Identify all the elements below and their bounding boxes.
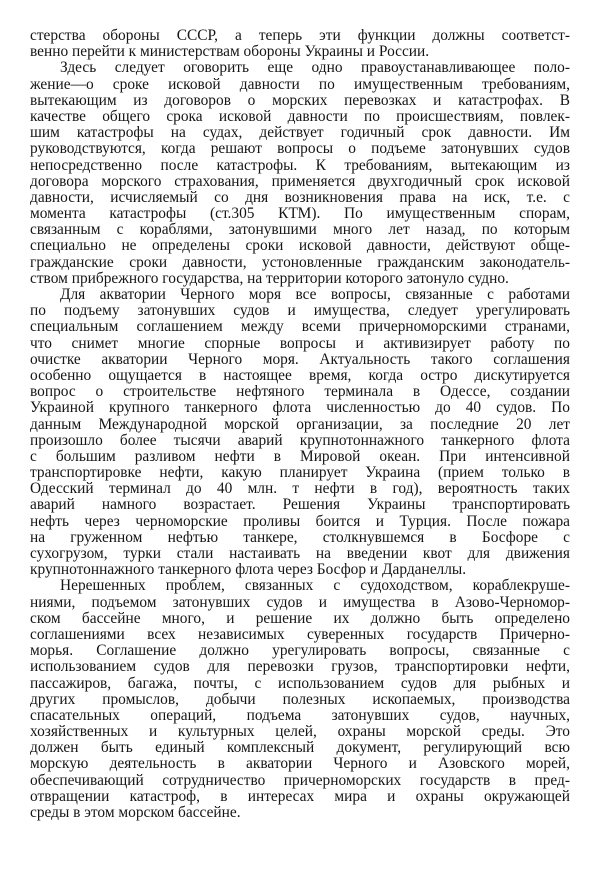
text-line: морья. Соглашение должно урегулировать вопросы, связанные с [30,643,570,660]
text-line: нефть через черноморские проливы боится и Турция. После пожара [30,513,570,530]
text-line: связанным с кораблями, затонувшими много лет назад, по которым [30,222,570,239]
text-line: особенно ощущается в настоящее время, когда остро дискутируется [30,367,570,384]
text-line: гражданские сроки давности, устоновленные гражданским законодатель- [30,254,570,271]
text-line: Для акватории Черного моря все вопросы, связанные с работами [60,287,570,303]
text-line: других промыслов, добычи полезных ископаемых, производства [30,691,570,708]
text-line: хозяйственных и культурных целей, охраны морской среды. Это [30,724,570,741]
paragraph [30,28,570,60]
text-line: по подъему затонувших судов и имущества, следует урегулировать [30,303,570,320]
text-line: специальным соглашением между всеми причерноморскими странами, [30,319,570,336]
text-line: стерства обороны СССР, а теперь эти функции должны соответст- [30,28,570,44]
text-line: Украиной крупного танкерного флота численностью до 40 судов. По [30,400,570,417]
text-line: спасательных операций, подъема затонувших судов, научных, [30,707,570,724]
text-line: очистке акватории Черного моря. Актуальность такого соглашения [30,351,570,368]
text-line: вытекающим из договоров о морских перевозках и катастрофах. В [30,92,570,109]
text-line: среды в этом морском бассейне. [30,805,241,821]
text-line: Здесь следует оговорить еще одно правоустанавливающее поло- [60,60,570,77]
text-line: использованием судов для перевозки грузов, транспортировки нефти, [30,659,570,676]
text-line: транспортировке нефти, какую планирует Украина (прием только в [30,465,570,482]
text-line: руководствуются, когда решают вопросы о подъеме затонувших судов [30,141,570,158]
text-line: договора морского страхования, применяется двухгодичный срок исковой [30,173,570,190]
text-line: ством прибрежного государства, на территории которого затонуло судно. [30,270,509,287]
text-line: качестве общего срока исковой давности по происшествиям, повлек- [30,108,570,125]
text-line: момента катастрофы (ст.305 КТМ). По имущественным спорам, [30,206,570,223]
text-line: крупнотоннажного танкерного флота через Босфор и Дарданеллы. [30,562,467,579]
text-line: давности, исчисляемый со дня возникновения права на иск, т.е. с [30,189,570,206]
text-line: отвращении катастроф, в интересах мира и охраны окружающей [30,788,570,805]
text-line: ском бассейне много, и решение их должно быть определено [30,610,570,627]
text-line: аварий намного возрастает. Решения Украины транспортировать [30,497,570,514]
text-line: ниями, подъемом затонувших судов и имущества в Азово-Черномор- [30,594,570,611]
text-line: сухогрузом, турки стали настаивать на введении квот для движения [30,546,570,562]
text-line: должен быть единый комплексный документ, регулирующий всю [30,740,570,757]
text-line: что снимет многие спорные вопросы и активизирует работу по [30,335,570,352]
text-line: жение—о сроке исковой давности по имущественным требованиям, [30,76,570,93]
text-line: с большим разливом нефти в Мировой океан. При интенсивной [30,448,570,465]
text-line: данным Международной морской организации, за последние 20 лет [30,416,570,433]
text-line: на груженном нефтью танкере, столкнувшемся в Босфоре с [30,529,570,546]
text-line: венно перейти к министерствам обороны Украины и России. [30,44,430,61]
text-line: пассажиров, багажа, почты, с использованием судов для рыбных и [30,675,570,692]
paragraph [30,60,570,287]
paragraph [30,287,570,578]
text-line: непосредственно после катастрофы. К требованиям, вытекающим из [30,157,570,174]
text-line: морскую деятельность в акватории Черного и Азовского морей, [30,756,570,773]
text-line: Нерешенных проблем, связанных с судоходством, кораблекруше- [60,578,570,595]
paragraph [30,578,570,821]
text-line: специально не определены сроки исковой давности, действуют обще- [30,238,570,255]
page-body [30,28,570,821]
text-line: соглашениями всех независимых суверенных государств Причерно- [30,626,570,643]
text-line: обеспечивающий сотрудничество причерноморских государств в пред- [30,772,570,789]
text-line: вопрос о строительстве нефтяного терминала в Одессе, создании [30,384,570,401]
text-line: Одесский терминал до 40 млн. т нефти в год), вероятность таких [30,481,570,498]
text-line: шим катастрофы на судах, действует годичный срок давности. Им [30,125,570,142]
text-line: произошло более тысячи аварий крупнотоннажного танкерного флота [30,432,570,449]
